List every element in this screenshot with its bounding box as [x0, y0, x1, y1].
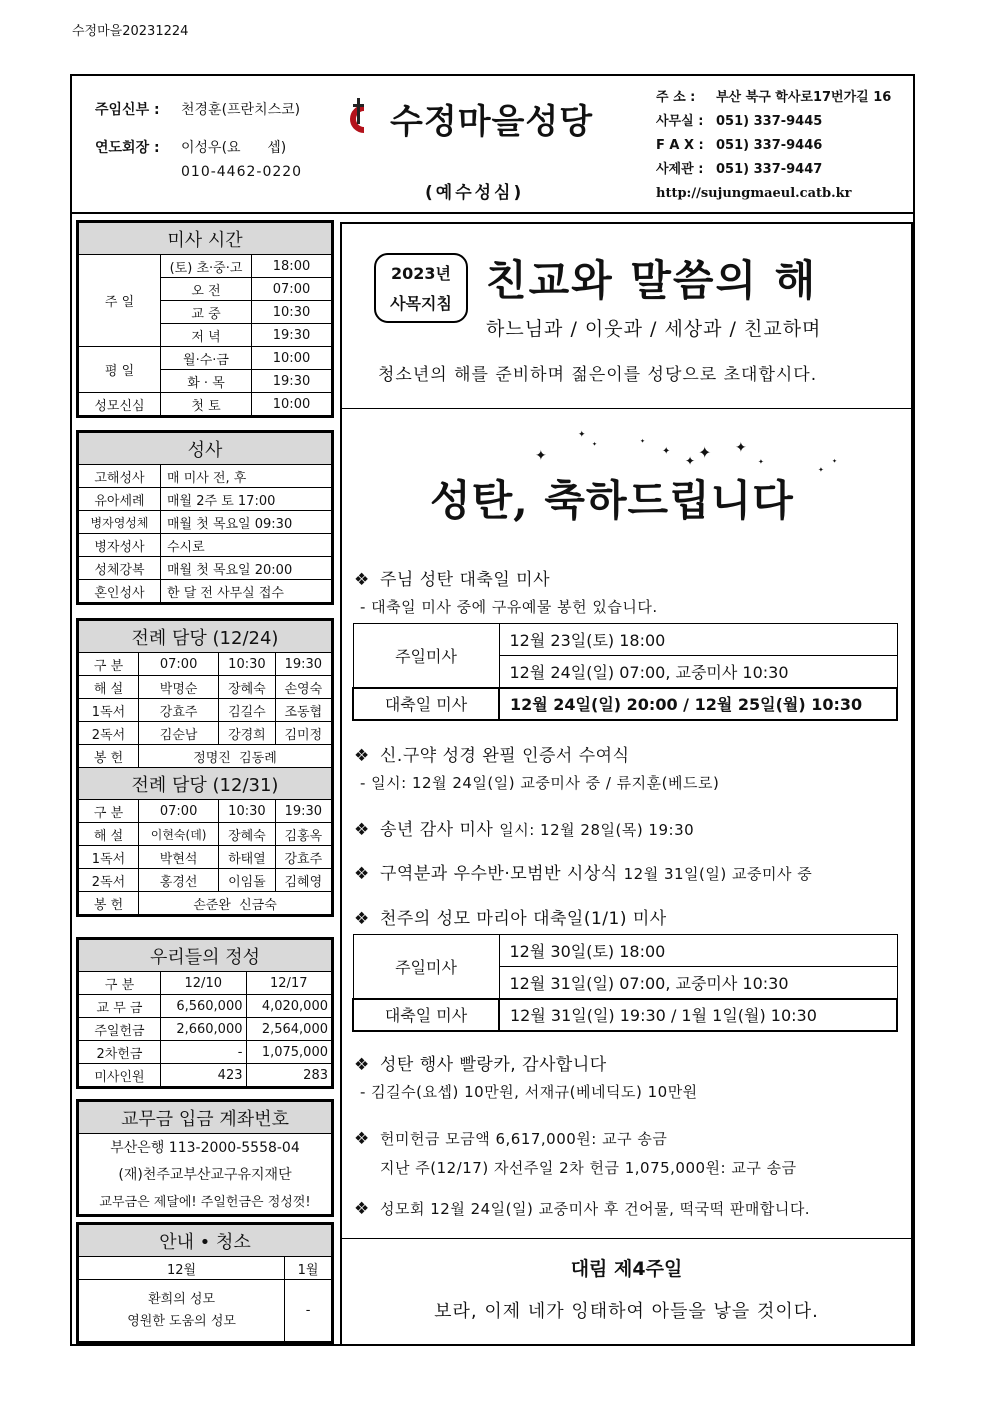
mass-table-time: 12월 24일(일) 07:00, 교중미사 10:30: [499, 656, 897, 688]
liturgy-header: 10:30: [219, 653, 275, 676]
offering-category: 주일헌금: [79, 1018, 161, 1041]
office-phone-row: 사무실 : 051) 337-9445: [656, 114, 823, 129]
liturgy-person: 조동협: [275, 699, 331, 722]
president-phone: 010-4462-0220: [181, 164, 303, 180]
sacraments-title: 성사: [79, 433, 332, 465]
address-row: 주 소 : 부산 북구 학사로17번가길 16: [656, 90, 892, 105]
liturgy-1231-title: 전례 담당 (12/31): [79, 768, 332, 800]
sacrament-name: 유아세례: [79, 488, 161, 511]
liturgy-role: 봉 헌: [79, 892, 139, 915]
offering-amount: -: [161, 1041, 247, 1064]
parish-contact: [656, 86, 891, 206]
star-icon: ✦: [535, 448, 547, 464]
liturgy-role: 해 설: [79, 676, 139, 699]
sacrament-name: 병자성사: [79, 534, 161, 557]
theme-note: 청소년의 해를 준비하며 젊은이를 성당으로 초대합시다.: [378, 365, 818, 385]
notice-detail: - 대축일 미사 중에 구유예물 봉헌 있습니다.: [360, 598, 658, 616]
liturgy-header: 07:00: [139, 800, 219, 823]
offering-category: 미사인원: [79, 1064, 161, 1087]
notice-title: 성탄 행사 빨랑카, 감사합니다: [380, 1055, 607, 1075]
offering-header: 12/17: [246, 972, 332, 995]
liturgy-header: 19:30: [275, 800, 331, 823]
diamond-icon: ❖: [354, 864, 370, 884]
christmas-mass-table: [352, 623, 898, 721]
diamond-icon: ❖: [354, 1199, 370, 1219]
pastor-label: 주임신부 :: [95, 102, 160, 118]
parish-subtitle: (예수성심): [425, 183, 525, 203]
notice-award-ceremony: [354, 859, 812, 884]
liturgy-header: 19:30: [275, 653, 331, 676]
diamond-icon: ❖: [354, 746, 370, 766]
star-icon: ✦: [832, 458, 838, 465]
mass-name: 저 녁: [161, 324, 252, 347]
liturgy-role: 해 설: [79, 823, 139, 846]
mass-time: 10:00: [252, 393, 332, 416]
notice-title: 주님 성탄 대축일 미사: [380, 570, 551, 590]
liturgy-person: 강효주: [139, 699, 219, 722]
week-verse: 보라, 이제 네가 잉태하여 아들을 낳을 것이다.: [434, 1301, 819, 1322]
liturgy-person: 김혜영: [275, 869, 331, 892]
liturgy-person: 홍경선: [139, 869, 219, 892]
liturgy-role: 봉 헌: [79, 745, 139, 768]
cleaning-month: 12월: [79, 1257, 285, 1280]
mass-times-title: 미사 시간: [79, 223, 332, 255]
sacrament-detail: 매월 첫 목요일 09:30: [161, 511, 332, 534]
offering-amount: 283: [246, 1064, 332, 1087]
mass-name: 교 중: [161, 301, 252, 324]
liturgy-person: 강경희: [219, 722, 275, 745]
mass-name: 첫 토: [161, 393, 252, 416]
account-holder: (재)천주교부산교구유지재단: [79, 1161, 332, 1188]
account-title: 교무금 입금 계좌번호: [79, 1102, 332, 1134]
document-id: 수정마을20231224: [72, 24, 189, 39]
offering-category: 교 무 금: [79, 995, 161, 1018]
notice-detail: - 일시: 12월 24일(일) 교중미사 중 / 류지훈(베드로): [360, 774, 720, 792]
diamond-icon: ❖: [354, 570, 370, 590]
offering-amount: 6,560,000: [161, 995, 247, 1018]
liturgy-header: 구 분: [79, 800, 139, 823]
liturgy-offer-names: 정명진 김동례: [139, 745, 332, 768]
sacrament-detail: 매월 2주 토 17:00: [161, 488, 332, 511]
account-box: [76, 1099, 334, 1217]
cleaning-title: 안내 • 청소: [79, 1225, 332, 1257]
notice-mary-mass: [354, 904, 667, 929]
sacraments-box: [76, 430, 334, 605]
star-icon: ✦: [735, 440, 747, 456]
liturgy-header: 10:30: [219, 800, 275, 823]
notice-title: 구역분과 우수반·모범반 시상식: [380, 864, 618, 884]
sacrament-detail: 수시로: [161, 534, 332, 557]
president-row: [95, 136, 302, 160]
offering-amount: 2,564,000: [246, 1018, 332, 1041]
mass-time: 18:00: [252, 255, 332, 278]
notice-line: 성모회 12월 24일(일) 교중미사 후 건어물, 떡국떡 판매합니다.: [380, 1200, 811, 1218]
bank-account: 부산은행 113-2000-5558-04: [79, 1134, 332, 1161]
mass-table-label: 주일미사: [353, 624, 499, 688]
theme-title: 친교와 말씀의 해: [486, 256, 818, 305]
offering-header: 구 분: [79, 972, 161, 995]
mary-label: 성모신심: [79, 393, 161, 416]
header-divider: [70, 212, 915, 214]
president-label: 연도회장 :: [95, 140, 160, 156]
parish-logo-icon: [344, 96, 370, 136]
diamond-icon: ❖: [354, 1055, 370, 1075]
cleaning-box: [76, 1222, 334, 1344]
star-icon: ✦: [640, 438, 646, 445]
liturgy-person: 김미정: [275, 722, 331, 745]
mass-table-label: 주일미사: [353, 935, 499, 999]
liturgy-person: 박명순: [139, 676, 219, 699]
notice-title: 신.구약 성경 완필 인증서 수여식: [380, 746, 630, 766]
rectory-phone-row: 사제관 : 051) 337-9447: [656, 162, 823, 177]
mass-name: (토) 초·중·고: [161, 255, 252, 278]
liturgy-person: 강효주: [275, 846, 331, 869]
offering-header: 12/10: [161, 972, 247, 995]
christmas-greeting: 성탄, 축하드립니다: [430, 476, 794, 525]
mass-time: 19:30: [252, 370, 332, 393]
sacrament-name: 성체강복: [79, 557, 161, 580]
offering-title: 우리들의 정성: [79, 940, 332, 972]
fax-row: F A X : 051) 337-9446: [656, 138, 823, 153]
mass-table-time: 12월 24일(일) 20:00 / 12월 25일(월) 10:30: [499, 688, 897, 720]
header-staff: [95, 98, 302, 184]
weekday-label: 평 일: [79, 347, 161, 393]
liturgy-role: 2독서: [79, 869, 139, 892]
badge-year: 2023년: [391, 264, 451, 283]
sacrament-name: 혼인성사: [79, 580, 161, 603]
mass-time: 19:30: [252, 324, 332, 347]
liturgy-person: 김길수: [219, 699, 275, 722]
diamond-icon: ❖: [354, 1129, 370, 1149]
offering-amount: 1,075,000: [246, 1041, 332, 1064]
mass-name: 월·수·금: [161, 347, 252, 370]
badge-label: 사목지침: [390, 294, 452, 313]
theme-subtitle: 하느님과 / 이웃과 / 세상과 / 친교하며: [486, 318, 822, 340]
notice-year-end-mass: [354, 815, 694, 840]
star-icon: ✦: [662, 446, 671, 457]
mass-time: 10:30: [252, 301, 332, 324]
star-icon: ✦: [685, 454, 696, 468]
liturgy-person: 하태열: [219, 846, 275, 869]
liturgy-person: 박현석: [139, 846, 219, 869]
liturgy-offer-names: 손준완 신금숙: [139, 892, 332, 915]
notice-detail: - 김길수(요셉) 10만원, 서재규(베네딕도) 10만원: [360, 1083, 698, 1101]
week-divider: [340, 1238, 913, 1239]
mass-time: 07:00: [252, 278, 332, 301]
star-icon: ✦: [698, 443, 712, 462]
theme-divider: [340, 408, 913, 409]
pastor-name: 천경훈(프란치스코): [181, 102, 301, 118]
week-title: 대림 제4주일: [570, 1258, 683, 1280]
liturgy-1224-title: 전례 담당 (12/24): [79, 621, 332, 653]
notice-thanks: [354, 1050, 607, 1075]
parish-name: 수정마을성당: [390, 102, 594, 142]
mass-table-time: 12월 31일(일) 07:00, 교중미사 10:30: [499, 967, 897, 999]
star-icon: ✦: [758, 458, 764, 466]
offering-amount: 2,660,000: [161, 1018, 247, 1041]
notice-inline-detail: 12월 31일(일) 교중미사 중: [623, 865, 813, 883]
liturgy-role: 2독서: [79, 722, 139, 745]
offering-amount: 4,020,000: [246, 995, 332, 1018]
pastor-row: [95, 98, 302, 122]
cleaning-jan-group: -: [285, 1280, 332, 1342]
mass-table-time: 12월 31일(일) 19:30 / 1월 1일(월) 10:30: [499, 999, 897, 1031]
notice-line: 지난 주(12/17) 자선주일 2차 헌금 1,075,000원: 교구 송금: [380, 1159, 797, 1177]
notice-christmas-mass: [354, 565, 550, 590]
mass-table-time: 12월 23일(토) 18:00: [499, 624, 897, 656]
notice-line: 헌미헌금 모금액 6,617,000원: 교구 송금: [380, 1130, 668, 1148]
liturgy-header: 07:00: [139, 653, 219, 676]
mass-table-label: 대축일 미사: [353, 999, 499, 1031]
sacrament-detail: 매 미사 전, 후: [161, 465, 332, 488]
star-icon: ✦: [818, 466, 824, 474]
mass-name: 오 전: [161, 278, 252, 301]
star-icon: ✦: [592, 441, 598, 448]
mass-table-label: 대축일 미사: [353, 688, 499, 720]
liturgy-person: 김홍옥: [275, 823, 331, 846]
diamond-icon: ❖: [354, 820, 370, 840]
notice-sale: [354, 1198, 810, 1219]
offering-amount: 423: [161, 1064, 247, 1087]
liturgy-person: 장혜숙: [219, 823, 275, 846]
mass-time: 10:00: [252, 347, 332, 370]
notice-title: 천주의 성모 마리아 대축일(1/1) 미사: [380, 909, 667, 929]
sacrament-detail: 한 달 전 사무실 접수: [161, 580, 332, 603]
diamond-icon: ❖: [354, 909, 370, 929]
liturgy-header: 구 분: [79, 653, 139, 676]
mass-table-time: 12월 30일(토) 18:00: [499, 935, 897, 967]
liturgy-role: 1독서: [79, 846, 139, 869]
notice-title: 송년 감사 미사: [380, 820, 494, 840]
offering-category: 2차헌금: [79, 1041, 161, 1064]
mary-mass-table: [352, 934, 898, 1032]
sacrament-name: 고해성사: [79, 465, 161, 488]
sacrament-name: 병자영성체: [79, 511, 161, 534]
liturgy-person: 이현숙(데): [139, 823, 219, 846]
sacrament-detail: 매월 첫 목요일 20:00: [161, 557, 332, 580]
sunday-label: 주 일: [79, 255, 161, 347]
liturgy-role: 1독서: [79, 699, 139, 722]
notice-rice-offering: [354, 1125, 797, 1183]
liturgy-person: 김순남: [139, 722, 219, 745]
liturgy-box: [76, 618, 334, 917]
liturgy-person: 이임돌: [219, 869, 275, 892]
cleaning-month: 1월: [285, 1257, 332, 1280]
mass-name: 화 · 목: [161, 370, 252, 393]
cleaning-dec-groups: [79, 1280, 285, 1342]
website-link[interactable]: http://sujungmaeul.catb.kr: [656, 186, 852, 201]
liturgy-person: 손영숙: [275, 676, 331, 699]
cleaning-group: 환희의 성모: [148, 1291, 216, 1307]
star-icon: ✦: [578, 430, 586, 440]
liturgy-person: 장혜숙: [219, 676, 275, 699]
mass-times-box: [76, 220, 334, 418]
pastoral-badge: [374, 253, 468, 323]
cleaning-group: 영원한 도움의 성모: [127, 1313, 236, 1329]
account-note: 교무금은 제달에! 주일헌금은 정성껏!: [79, 1188, 332, 1215]
president-name: 이성우(요 셉): [181, 140, 287, 156]
notice-inline-detail: 일시: 12월 28일(목) 19:30: [499, 821, 695, 839]
offering-box: [76, 937, 334, 1089]
notice-bible-certificate: [354, 741, 630, 766]
